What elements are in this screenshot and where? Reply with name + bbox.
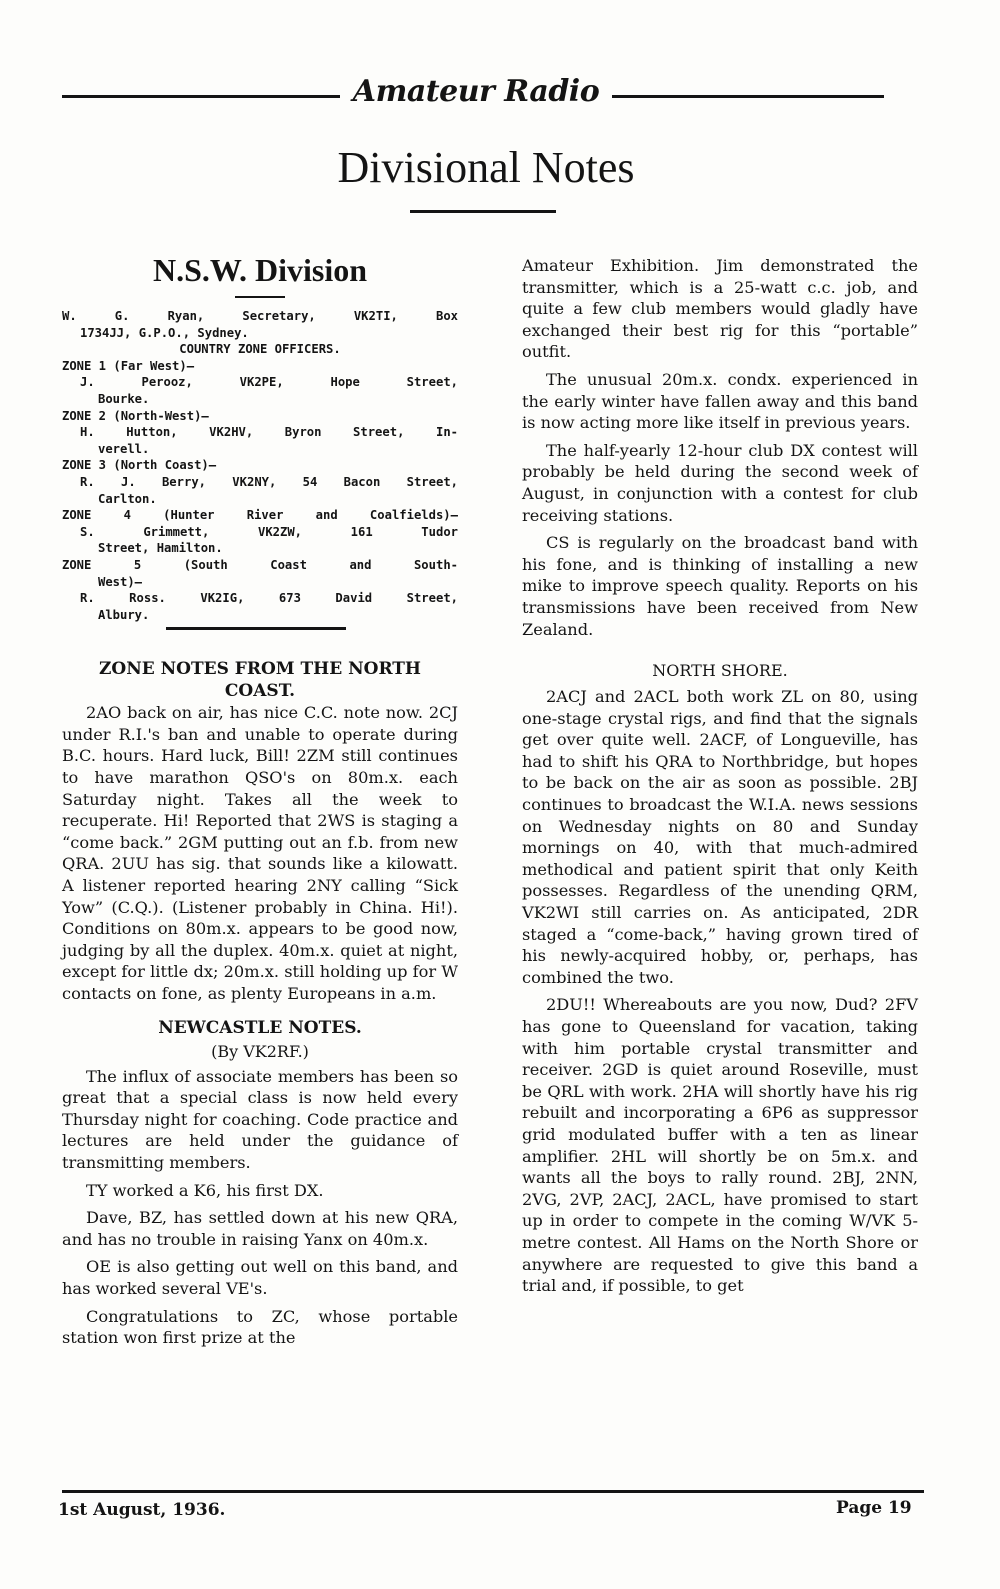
paragraph: 2AO back on air, has nice C.C. note now. 2CJ under R.I.'s ban and unable to operate during B.C. hours. Hard luck, Bill! 2ZM still continues to have marathon QSO's on 80m.x. each Saturday night. Takes all the week to recuperate. Hi! Reported that 2WS is staging a “come back.” 2GM putting out an f.b. from new QRA. 2UU has sig. that sounds like a kilowatt. A listener reported hearing 2NY calling “Sick Yow” (C.Q.). (Listener probably in China. Hi!). Conditions on 80m.x. appears to be good now, judging by all the duplex. 40m.x. quiet at night, except for little dx; 20m.x. still holding up for W contacts on fone, as plenty Europeans in a.m. <box>62 703 458 1003</box>
paragraph: The influx of associate members has been so great that a special class is now held every Thursday night for coaching. Code practice and lectures are held under the guidance of transmitting members. <box>62 1066 458 1172</box>
paragraph: Congratulations to ZC, whose portable station won first prize at the <box>62 1306 458 1348</box>
officer-line: Carlton. <box>98 491 157 506</box>
officers-list <box>62 308 458 623</box>
officer-line: Street, Hamilton. <box>98 541 223 556</box>
officer-line: Bourke. <box>98 391 150 406</box>
officer-line: COUNTRY ZONE OFFICERS. <box>179 342 341 357</box>
newcastle-heading: NEWCASTLE NOTES. <box>158 1017 362 1038</box>
continued-paragraph: Amateur Exhibition. Jim demonstrated the transmitter, which is a 25-watt c.c. job, and quite a few club members would gladly have exchanged their best rig for this “portable” outfit. <box>522 256 918 362</box>
officer-line: R. Ross. VK2IG, 673 David Street, <box>80 591 458 606</box>
officer-line: verell. <box>98 441 150 456</box>
officer-line: H. Hutton, VK2HV, Byron Street, In- <box>80 425 458 440</box>
north-shore-notes <box>522 686 918 1297</box>
officer-line: ZONE 5 (South Coast and South- <box>62 557 458 572</box>
right-column <box>522 255 918 1303</box>
paragraph: The unusual 20m.x. condx. experienced in the early winter have fallen away and this band is now acting more like itself in previous years. <box>522 369 918 433</box>
paragraph: Dave, BZ, has settled down at his new QRA, and has no trouble in raising Yanx on 40m.x. <box>62 1208 458 1249</box>
page-number: Page 19 <box>836 1498 912 1518</box>
north-coast-notes <box>62 702 458 1004</box>
officer-line: ZONE 2 (North-West)— <box>62 408 209 423</box>
issue-date: 1st August, 1936. <box>58 1500 226 1520</box>
newcastle-byline: (By VK2RF.) <box>211 1041 309 1061</box>
officer-line: ZONE 1 (Far West)— <box>62 358 195 373</box>
section-divider <box>166 627 346 630</box>
paragraph: 2DU!! Whereabouts are you now, Dud? 2FV has gone to Queensland for vacation, taking with him portable crystal transmitter and receiver. 2GD is quiet around Roseville, must be QRL with work. 2HA will shortly have his rig rebuilt and incorporating a 6P6 as suppressor grid modulated buffer with a ten as linear amplifier. 2HL will shortly be on 5m.x. and wants all the boys to rally round. 2BJ, 2NN, 2VG, 2VP, 2ACJ, 2ACL, have promised to start up in order to compete in the coming W/VK 5-metre contest. All Hams on the North Shore or anywhere are requested to give this band a trial and, if possible, to get <box>522 995 918 1296</box>
masthead-rule-right <box>612 95 884 98</box>
division-heading: N.S.W. Division <box>153 252 367 288</box>
footer-rule <box>62 1490 924 1493</box>
page-title: Divisional Notes <box>337 143 635 192</box>
newcastle-notes <box>62 1066 458 1349</box>
paragraph: The half-yearly 12-hour club DX contest will probably be held during the second week of August, in conjunction with a contest for club receiving stations. <box>522 440 918 525</box>
club-notes <box>522 369 918 640</box>
officer-line: S. Grimmett, VK2ZW, 161 Tudor <box>80 524 458 539</box>
masthead <box>62 74 884 114</box>
officer-line: R. J. Berry, VK2NY, 54 Bacon Street, <box>80 474 458 489</box>
masthead-rule-left <box>62 95 340 98</box>
paragraph: OE is also getting out well on this band, and has worked several VE's. <box>62 1257 458 1298</box>
officer-line: West)— <box>98 574 143 589</box>
paragraph: TY worked a K6, his first DX. <box>86 1180 324 1200</box>
paragraph: 2ACJ and 2ACL both work ZL on 80, using one-stage crystal rigs, and find that the signals get over quite well. 2ACF, of Longueville, has had to shift his QRA to Northbridge, but hopes to be back on the air as soon as possible. 2BJ continues to broadcast the W.I.A. news sessions on Wednesday nights on 80 and Sunday mornings on 40, with that much-admired methodical and patient spirit that only Keith possesses. Regardless of the unending QRM, VK2WI still carries on. As anticipated, 2DR staged a “come-back,” having grown tired of his newly-acquired hobby, or, perhaps, has combined the two. <box>522 687 918 987</box>
north-coast-heading: ZONE NOTES FROM THE NORTH COAST. <box>98 659 421 702</box>
division-divider <box>235 296 285 298</box>
paragraph: CS is regularly on the broadcast band with his fone, and is thinking of installing a new mike to improve speech quality. Reports on his transmissions have been received from New Zealand. <box>522 533 918 639</box>
officer-line: Albury. <box>98 607 150 622</box>
north-shore-heading: NORTH SHORE. <box>652 661 788 681</box>
officer-line: ZONE 3 (North Coast)— <box>62 458 217 473</box>
officer-line: ZONE 4 (Hunter River and Coalfields)— <box>62 508 458 523</box>
officer-line: 1734JJ, G.P.O., Sydney. <box>80 325 249 340</box>
left-column <box>62 252 458 1355</box>
magazine-logo: Amateur Radio <box>352 74 600 109</box>
title-divider <box>410 210 556 213</box>
officer-line: W. G. Ryan, Secretary, VK2TI, Box <box>62 309 458 323</box>
officer-line: J. Perooz, VK2PE, Hope Street, <box>80 375 458 390</box>
